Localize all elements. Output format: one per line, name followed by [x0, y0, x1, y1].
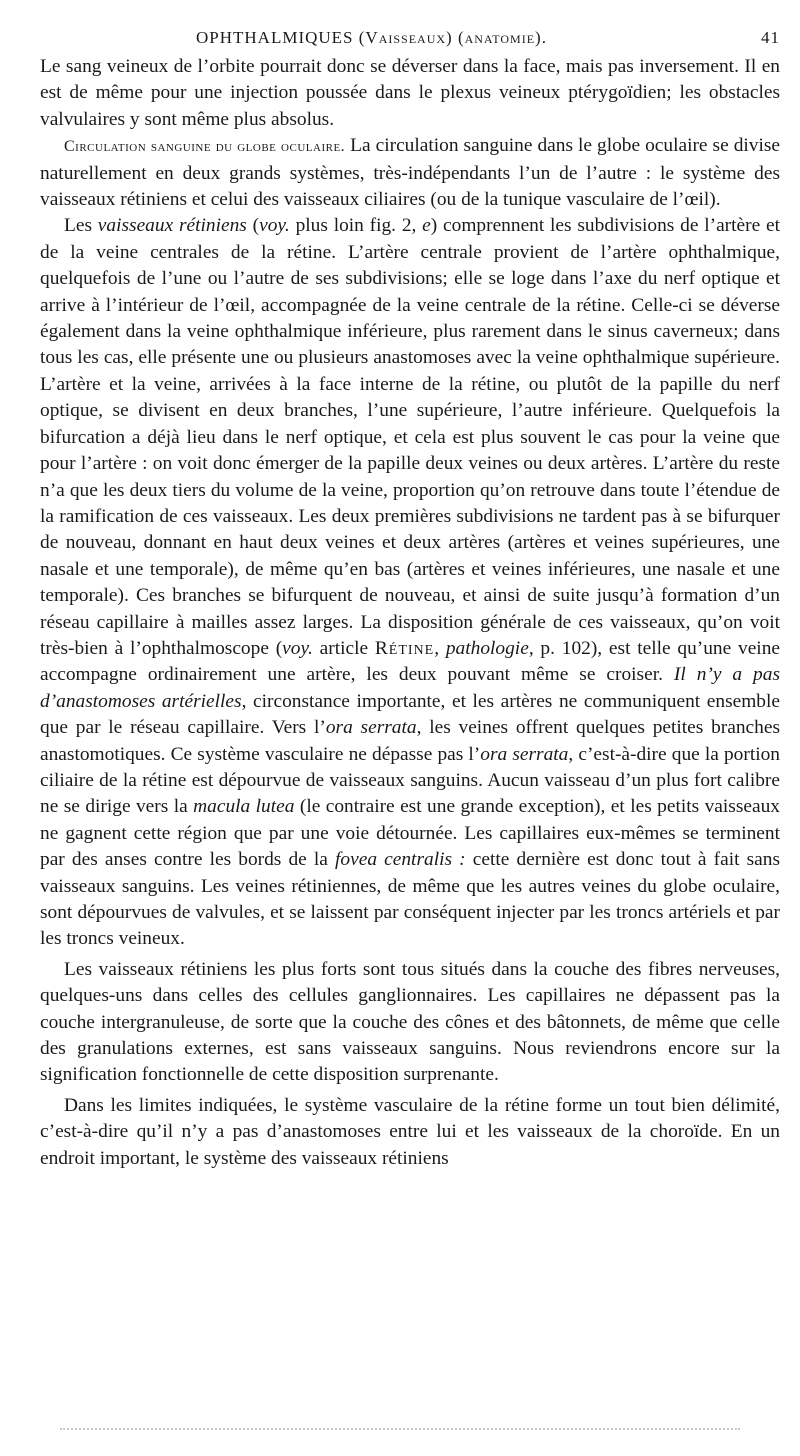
running-title: [196, 28, 547, 48]
section-heading-circulation: Circulation sanguine du globe oculaire.: [64, 138, 346, 156]
paragraph-1: Le sang veineux de l’orbite pourrait donc se déverser dans la face, mais pas inversement. Il en est de même pour une injection poussée dans le plexus veineux ptérygoïdien; les obstacles valvulaires y sont même plus absolus.: [40, 56, 780, 130]
page-number: 41: [761, 28, 780, 47]
paragraph-2-text: La circulation sanguine dans le globe oculaire se divise naturellement en deux grands systèmes, très-indépendants l’un de l’autre : le système des vaisseaux rétiniens et celui des vaisseaux ciliaires (ou de la tunique vasculaire de l’œil).: [40, 135, 781, 211]
term-ora-serrata: ora serrata: [325, 717, 417, 739]
term-vaisseaux-retiniens: vaisseaux rétiniens: [97, 215, 247, 237]
paragraph-3: [40, 213, 780, 952]
p3-seg-italic: e: [422, 215, 431, 237]
p3-seg: (le contraire est une grande exception), et les petits vaisseaux ne gagnent cette région que par une voie détournée. Les capillaires eux-mêmes se terminent par des anses contre les bords de la: [40, 796, 780, 871]
footer-dotted-rule: [60, 1418, 740, 1430]
term-macula-lutea: macula lutea: [193, 796, 295, 818]
p3-seg: (: [246, 215, 260, 237]
running-header: [40, 28, 780, 54]
p3-seg: ,: [434, 637, 446, 659]
running-title-main: OPHTHALMIQUES: [196, 28, 354, 47]
ref-retine: Rétine: [374, 637, 435, 659]
p3-seg-italic: voy.: [282, 637, 313, 659]
p3-seg: , c’est-à-dire que la portion ciliaire de la rétine est dépourvue de vaisseaux sanguins. Aucun vaisseau d’un plus fort calibre ne se dirige vers la: [40, 743, 781, 818]
p3-seg: ) comprennent les subdivisions de l’artère et de la veine centrales de la rétine. L’artère centrale provient de l’artère ophthalmique, quelquefois de l’une ou l’autre de ses subdivisions; elle se loge dans l’axe du nerf optique et arrive à l’intérieur de l’œil, accompagnée de la veine centrale de la rétine. Celle-ci se déverse également dans la veine ophthalmique inférieure, plus rarement dans le sinus caverneux; dans tous les cas, elle présente une ou plusieurs anastomoses avec la veine ophthalmique supérieure. L’artère et la veine, arrivées à la face interne de la rétine, ou plutôt de la papille du nerf optique, se divisent en deux branches, l’une supérieure, l’autre inférieure. Quelquefois la bifurcation a déjà lieu dans le nerf optique, et cela est plus souvent le cas pour la veine que pour l’artère : on voit donc émerger de la papille deux veines ou deux artères. L’artère du reste n’a que les deux tiers du volume de la veine, proportion qu’on retrouve dans toute l’étendue de la ramification de ces vaisseaux. Les deux premières subdivisions ne tardent pas à se bifurquer de nouveau, donnant en haut deux veines et deux artères (artères et veines supérieures, une nasale et une temporale), de même qu’en bas (artères et veines inférieures, une nasale et une temporale). Ces branches se bifurquent de nouveau, et ainsi de suite jusqu’à formation d’un réseau capillaire à mailles assez larges. La disposition générale de ces vaisseaux, qu’on voit très-bien à l’ophthalmoscope (: [40, 215, 780, 659]
term-fovea-centralis: fovea centralis :: [335, 849, 466, 871]
paragraph-4: Les vaisseaux rétiniens les plus forts sont tous situés dans la couche des fibres nerveuses, quelques-uns dans celles des cellules ganglionnaires. Les capillaires ne dépassent pas la couche intergranuleuse, de sorte que la couche des cônes et des bâtonnets, de même que celle des granulations externes, est sans vaisseaux sanguins. Nous reviendrons encore sur la signification fonctionnelle de cette disposition surprenante.: [40, 958, 780, 1086]
term-ora-serrata: ora serrata: [480, 743, 569, 765]
p3-seg: Les: [64, 215, 98, 237]
running-title-sub1: (Vaisseaux): [358, 28, 453, 47]
body-text: [40, 54, 780, 1172]
p3-seg-italic: pathologie: [445, 637, 529, 659]
emphasis-anastomoses: Il n’y a pas d’anastomoses artérielles: [40, 664, 780, 712]
running-title-sub2: (anatomie).: [457, 28, 547, 47]
page: [40, 28, 780, 1172]
p3-seg: cette dernière est donc tout à fait sans vaisseaux sanguins. Les veines rétiniennes, de même que les autres veines du globe oculaire, sont dépourvues de valvules, et se laissent par conséquent injecter par les troncs artériels et par les troncs veineux.: [40, 849, 780, 950]
paragraph-5: Dans les limites indiquées, le système vasculaire de la rétine forme un tout bien délimité, c’est-à-dire qu’il n’y a pas d’anastomoses entre lui et les vaisseaux de la choroïde. En un endroit important, le système des vaisseaux rétiniens: [40, 1094, 780, 1169]
p3-seg: article: [312, 637, 375, 659]
p3-seg: , p. 102), est telle qu’une veine accompagne ordinairement une artère, les deux pouvant même se croiser.: [40, 637, 780, 686]
paragraph-2: [40, 133, 780, 213]
p3-seg: , les veines offrent quelques petites branches anastomotiques. Ce système vasculaire ne dépasse pas l’: [40, 717, 780, 765]
p3-seg: , circonstance importante, et les artères ne communiquent ensemble que par le réseau capillaire. Vers l’: [40, 690, 780, 739]
p3-seg-italic: voy.: [259, 215, 290, 237]
p3-seg: plus loin fig. 2,: [289, 215, 423, 237]
